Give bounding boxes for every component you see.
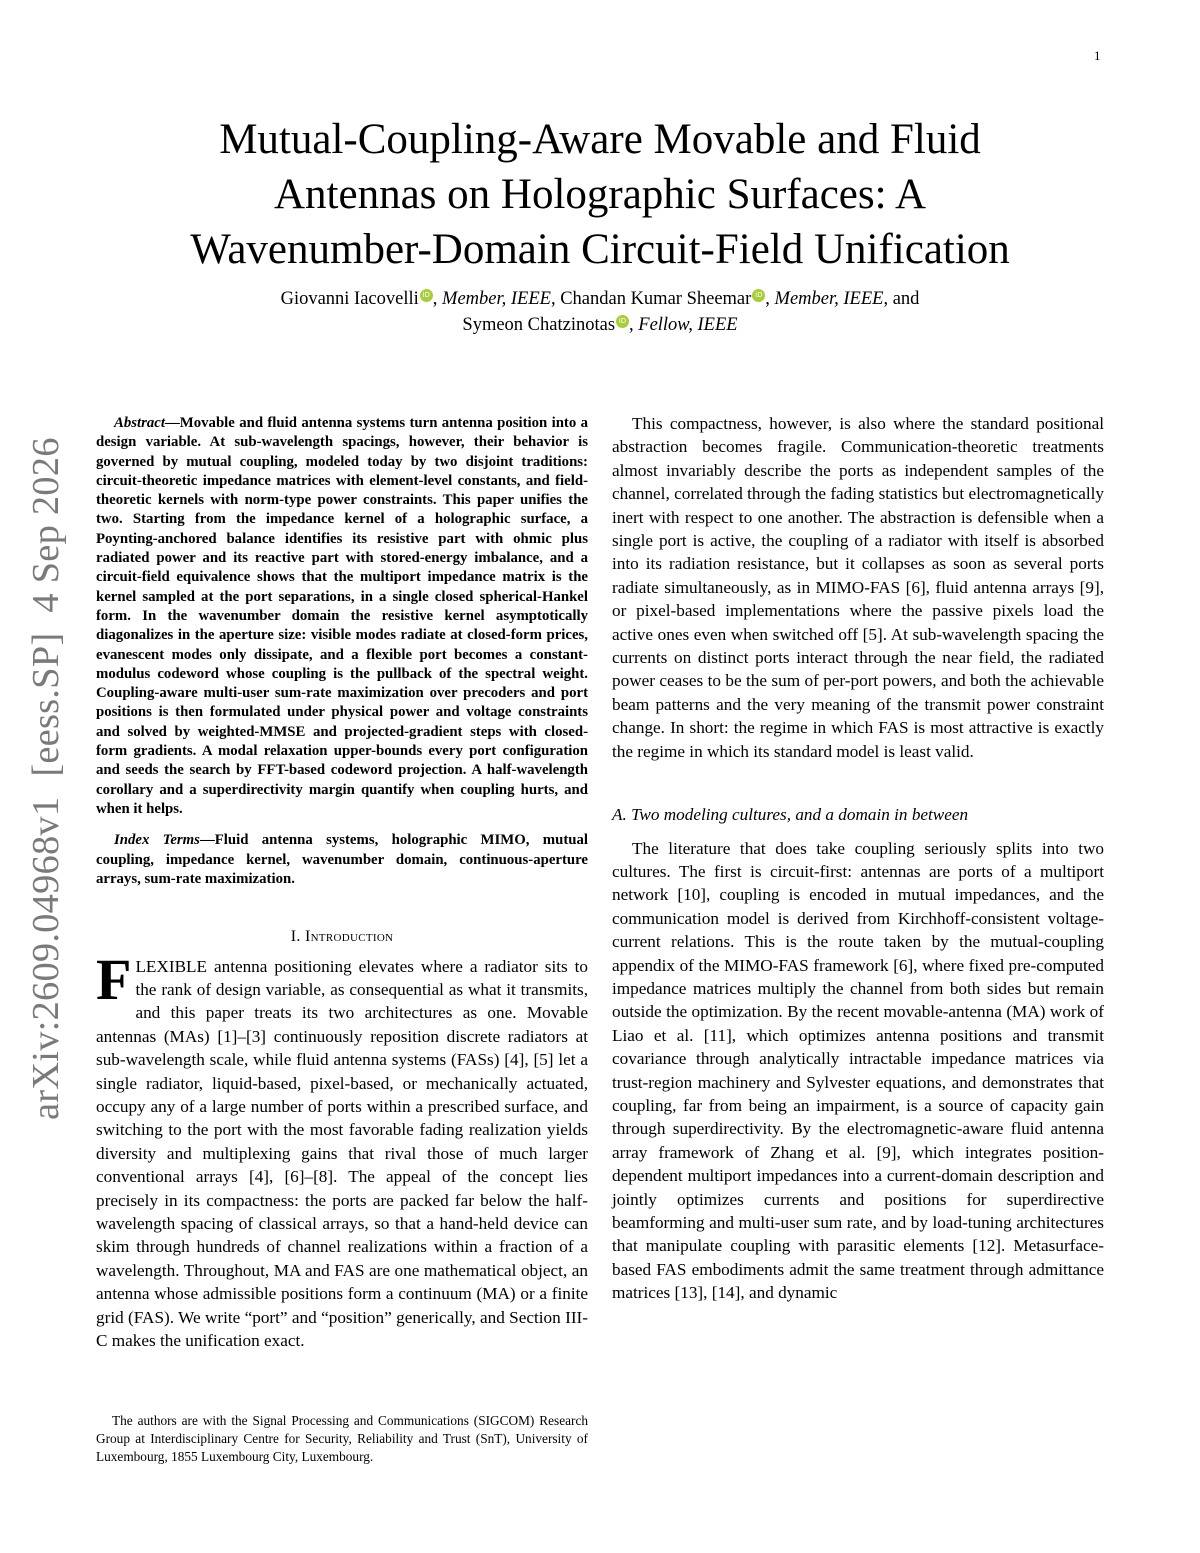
author-affiliation-footnote: The authors are with the Signal Processing and Communications (SIGCOM) Research Group at Interdisciplinary Centre for Security, Reliability and Trust (SnT), University of Luxembourg, 1855 Luxembourg City, Luxembourg. — [96, 1413, 588, 1464]
arxiv-stamp — [18, 420, 74, 1120]
author-role: Member, IEEE — [774, 289, 884, 309]
section-number: I. — [290, 928, 301, 946]
page-number: 1 — [1094, 48, 1101, 63]
section-heading — [96, 925, 588, 948]
abstract — [96, 414, 588, 819]
left-column — [96, 414, 588, 1352]
abstract-label: Abstract — [114, 415, 165, 431]
literature-paragraph: The literature that does take coupling seriously splits into two cultures. The first is circuit-first: antennas are ports of a multiport network [10], coupling is encoded in mutual impedances, and the communication model is derived from Kirchhoff-consistent voltage-current relations. This is the route taken by the mutual-coupling appendix of the MIMO-FAS framework [6], where fixed pre-computed impedance matrices multiply the channel from both sides but remain outside the optimization. By the recent movable-antenna (MA) work of Liao et al. [11], which optimizes antenna positions and transmit covariance through analytically intractable impedance matrices via trust-region machinery and Sylvester equations, and demonstrates that coupling, far from being an impairment, is a source of capacity gain through superdirectivity. By the electromagnetic-aware fluid antenna array framework of Zhang et al. [9], which integrates position-dependent multiport impedances into a current-domain description and jointly optimizes currents and positions for superdirective beamforming and multi-user sum rate, and by load-tuning architectures that manipulate coupling with parasitic elements [12]. Metasurface-based FAS embodiments admit the same treatment through admittance matrices [13], [14], and dynamic — [612, 838, 1104, 1303]
author-list: Giovanni Iacovelli iD , Member, IEEE, Chandan Kumar Sheemar iD , Member, IEEE, and Symeon Chatzinotas iD , Fellow, IEEE — [280, 289, 920, 335]
paper-title — [100, 112, 1100, 277]
subsection-heading: A. Two modeling cultures, and a domain in between — [612, 805, 969, 825]
index-terms-text: —Fluid antenna systems, holographic MIMO, mutual coupling, impedance kernel, wavenumber domain, continuous-aperture arrays, sum-rate maximization. — [96, 832, 588, 887]
title-line: Antennas on Holographic Surfaces: A — [273, 171, 926, 218]
title-line: Wavenumber-Domain Circuit-Field Unification — [190, 226, 1010, 273]
orcid-icon[interactable]: iD — [616, 315, 629, 328]
arxiv-date: 4 Sep 2026 — [25, 437, 67, 613]
intro-text: LEXIBLE antenna positioning elevates where a radiator sits to the rank of design variable, as consequential as what it transmits, and this paper treats its two architectures as one. Movable antennas (MAs) [1]–[3] continuously reposition discrete radiators at sub-wavelength scale, while fluid antenna systems (FASs) [4], [5] let a single radiator, liquid-based, pixel-based, or mechanically actuated, occupy any of a large number of ports within a prescribed surface, and switching to the port with the most favorable fading realization yields diversity and multiplexing gains that rival those of much larger conventional arrays [4], [6]–[8]. The appeal of the concept lies precisely in its compactness: the ports are packed far below the half-wavelength spacing of classical arrays, so that a hand-held device can skim through hundreds of channel realizations within a fraction of a wavelength. Throughout, MA and FAS are one mathematical object, an antenna whose admissible positions form a continuum (MA) or a finite grid (FAS). We write “port” and “position” generically, and Section III-C makes the unification exact. — [96, 956, 588, 1351]
author-name: Symeon Chatzinotas — [462, 315, 616, 335]
intro-paragraph — [96, 946, 588, 1353]
abstract-text: —Movable and fluid antenna systems turn antenna position into a design variable. At sub-wavelength spacings, however, their behavior is governed by mutual coupling, modeled today by two disjoint traditions: circuit-theoretic impedance matrices with element-level constants, and field-theoretic kernels with norm-type power constraints. This paper unifies the two. Starting from the impedance kernel of a holographic surface, a Poynting-anchored balance identifies its resistive part with ohmic plus radiated power and its reactive part with stored-energy imbalance, and a circuit-field equivalence shows that the multiport impedance matrix is the kernel sampled at the port separations, in a single closed spherical-Hankel form. In the wavenumber domain the resistive kernel asymptotically diagonalizes in the aperture size: visible modes radiate at closed-form prices, evanescent modes only dissipate, and a flexible port becomes a constant-modulus codeword whose coupling is the pullback of the spectral weight. Coupling-aware multi-user sum-rate maximization over precoders and port positions is then formulated under physical power and voltage constraints and solved by weighted-MMSE and projected-gradient steps with closed-form gradients. A modal relaxation upper-bounds every port configuration and seeds the search by FFT-based codeword projection. A half-wavelength corollary and a superdirectivity margin quantify when coupling hurts, and when it helps. — [96, 415, 588, 817]
arxiv-category: [eess.SP] — [25, 632, 67, 777]
author-role: Member, IEEE — [442, 289, 551, 309]
section-title: Introduction — [304, 928, 394, 946]
author-name: Giovanni Iacovelli — [280, 289, 419, 309]
author-name: Chandan Kumar Sheemar — [560, 289, 752, 309]
drop-cap: F — [96, 946, 132, 1012]
orcid-icon[interactable]: iD — [420, 289, 433, 302]
index-terms-label: Index Terms — [114, 832, 200, 849]
orcid-icon[interactable]: iD — [752, 289, 765, 302]
author-conjunction: and — [892, 289, 920, 309]
right-column — [612, 412, 1104, 1305]
index-terms — [96, 831, 588, 889]
author-role: Fellow, IEEE — [638, 315, 738, 335]
compactness-paragraph: This compactness, however, is also where the standard positional abstraction becomes fragile. Communication-theoretic treatments almost invariably describe the ports as independent samples of the channel, correlated through the fading statistics but electromagnetically inert with respect to one another. The abstraction is defensible when a single port is active, the coupling of a radiator with itself is absorbed into its radiation resistance, but it collapses as soon as several ports radiate simultaneously, as in MIMO-FAS [6], fluid antenna arrays [9], or pixel-based implementations where the passive pixels load the active ones even when switched off [5]. At sub-wavelength spacing the currents on distinct ports interact through the near field, the radiated power ceases to be the sum of per-port powers, and both the achievable beam patterns and the very meaning of the transmit power constraint change. In short: the regime in which FAS is most attractive is exactly the regime in which its standard model is least valid. — [612, 414, 1104, 761]
arxiv-id[interactable]: arXiv:2609.04968v1 — [25, 796, 67, 1120]
title-line: Mutual-Coupling-Aware Movable and Fluid — [219, 116, 981, 163]
